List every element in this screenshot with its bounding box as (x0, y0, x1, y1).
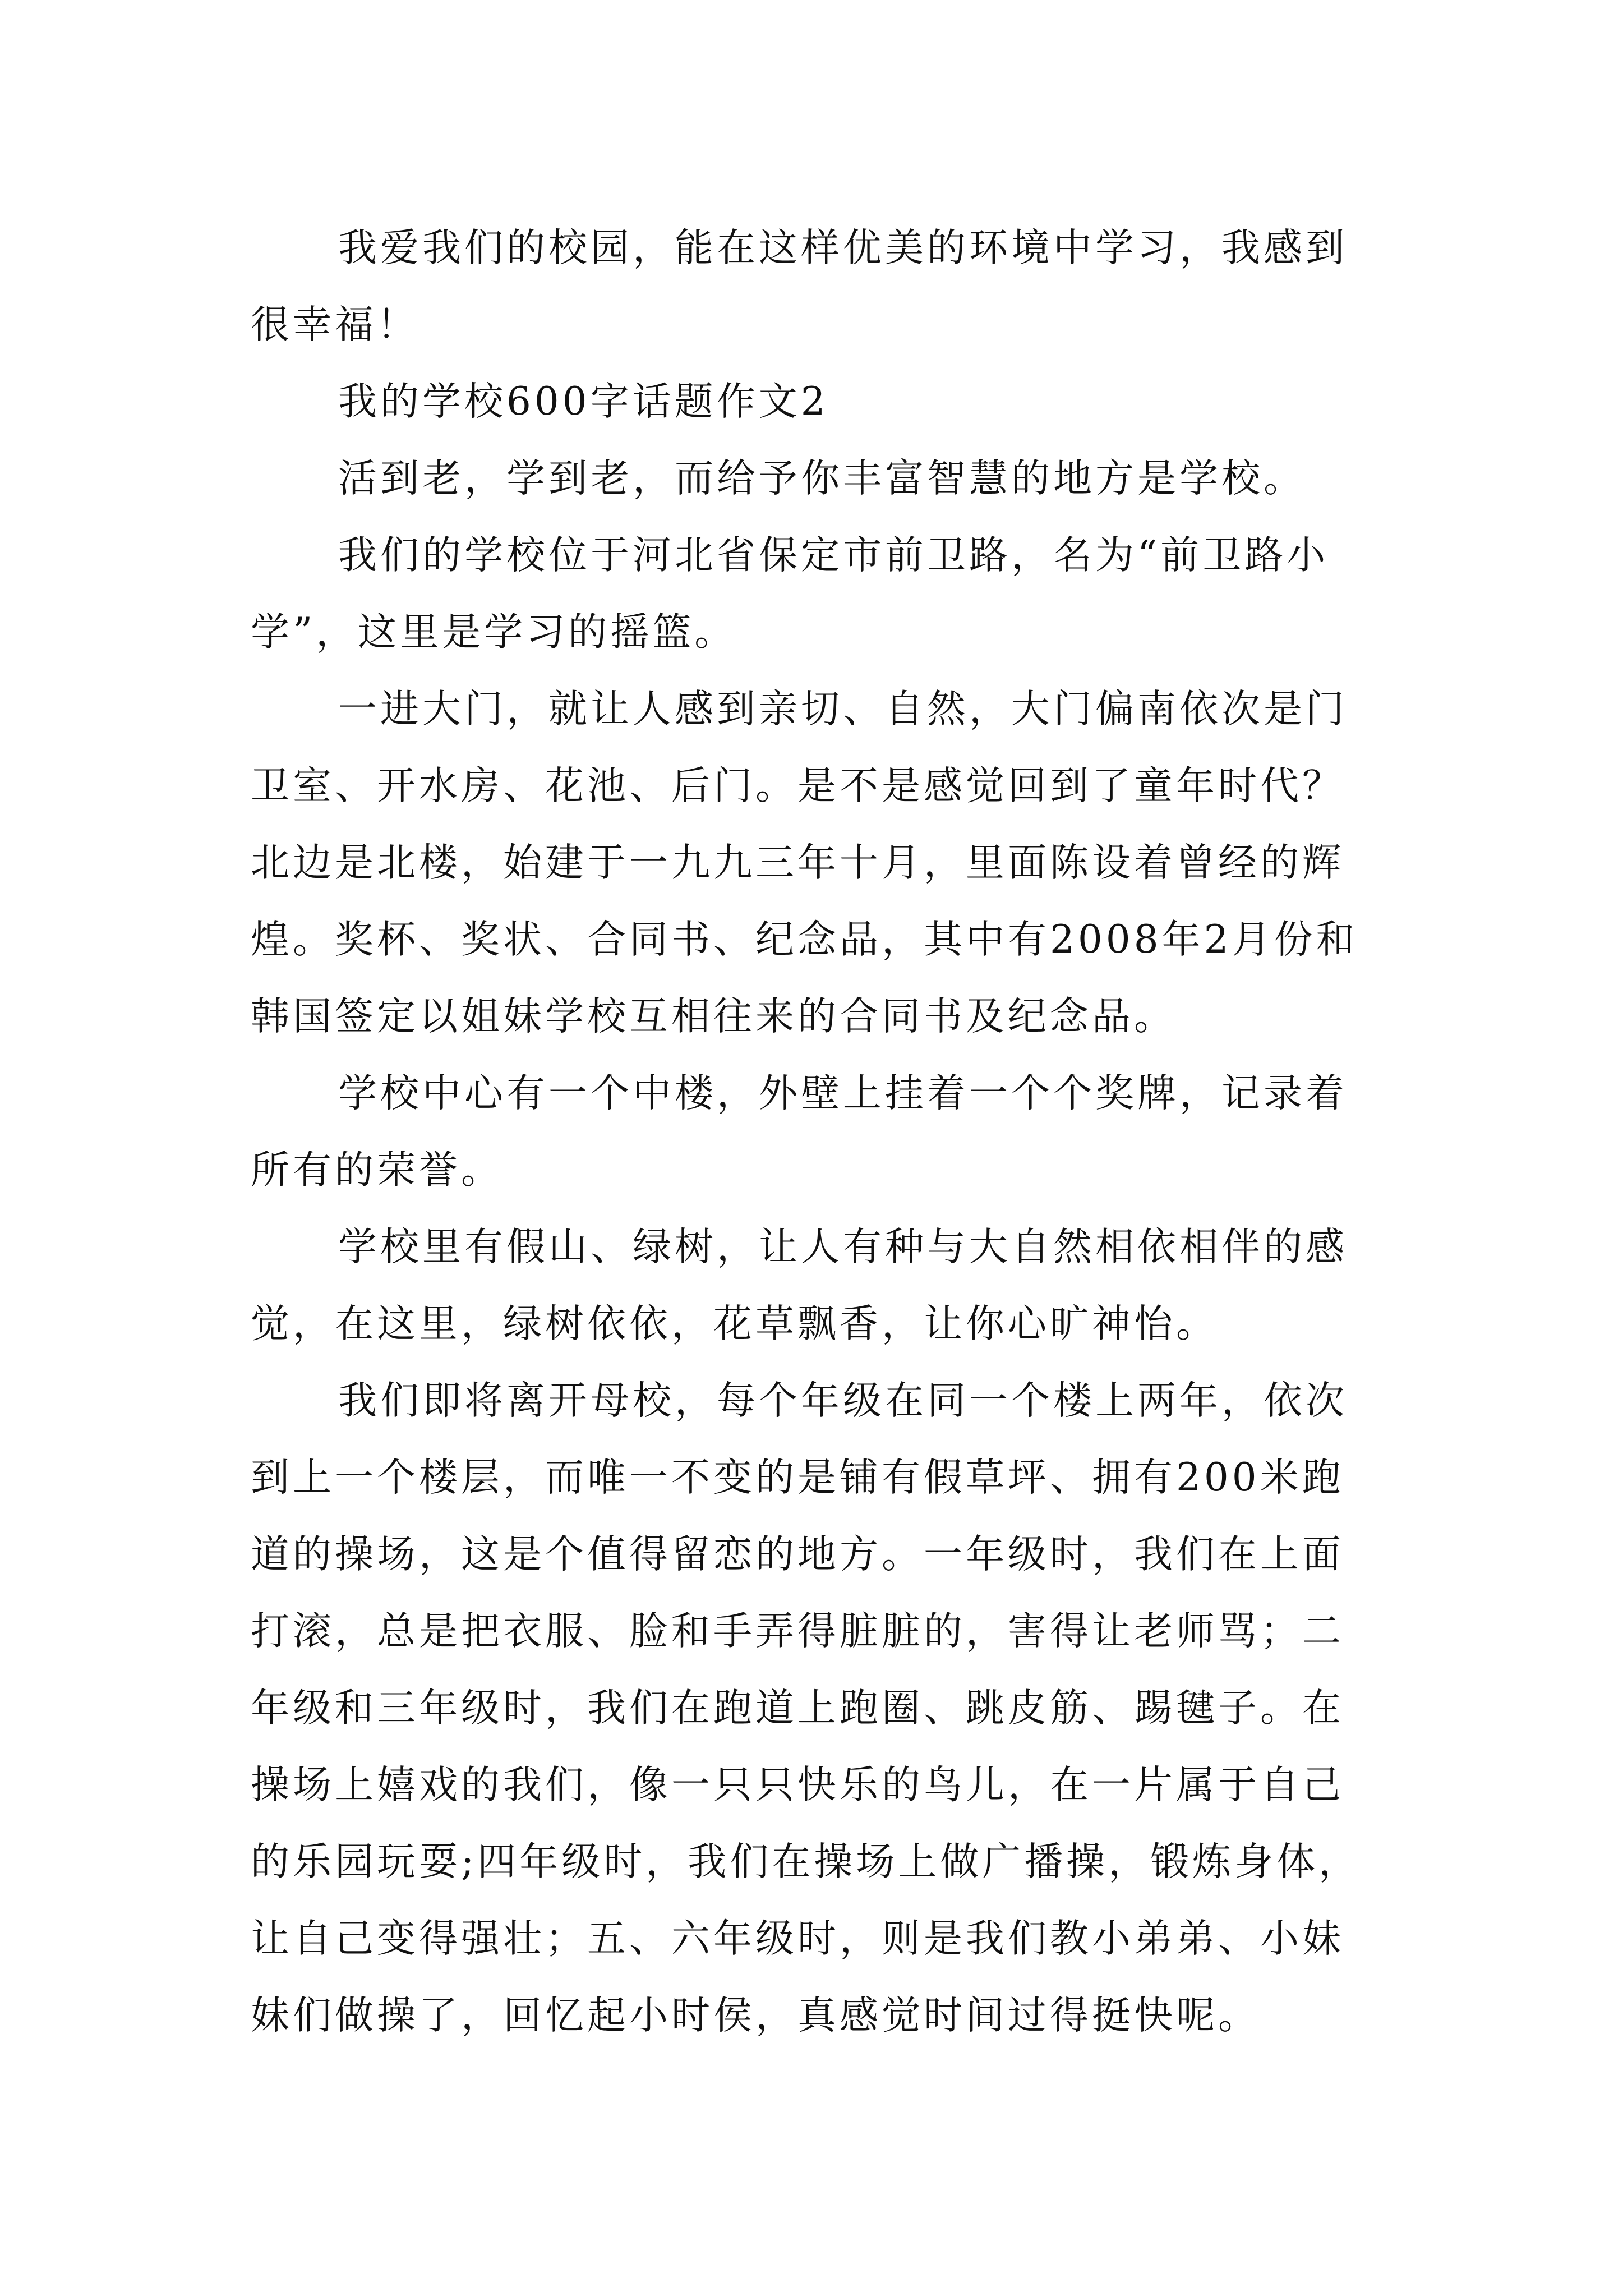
paragraph-entrance: 一进大门，就让人感到亲切、自然，大门偏南依次是门卫室、开水房、花池、后门。是不是感觉回到了童年时代？北边是北楼，始建于一九九三年十月，里面陈设着曾经的辉煌。奖杯、奖状、合同书、纪念品，其中有2008年2月份和韩国签定以姐妹学校互相往来的合同书及纪念品。 (251, 687, 1358, 1039)
paragraph-location: 我们的学校位于河北省保定市前卫路，名为“前卫路小学”，这里是学习的摇篮。 (251, 533, 1329, 655)
paragraph-garden: 学校里有假山、绿树，让人有种与大自然相依相伴的感觉，在这里，绿树依依，花草飘香，让你心旷神怡。 (251, 1225, 1348, 1346)
paragraph-intro: 活到老，学到老，而给予你丰富智慧的地方是学校。 (338, 456, 1306, 501)
paragraph-middle-building: 学校中心有一个中楼，外壁上挂着一个个奖牌，记录着所有的荣誉。 (251, 1071, 1348, 1193)
paragraph-closing-sentiment: 我爱我们的校园，能在这样优美的环境中学习，我感到很幸福！ (251, 226, 1348, 347)
essay-title: 我的学校600字话题作文2 (338, 379, 829, 424)
paragraph-playground: 我们即将离开母校，每个年级在同一个楼上两年，依次到上一个楼层，而唯一不变的是铺有假草坪、拥有200米跑道的操场，这是个值得留恋的地方。一年级时，我们在上面打滚，总是把衣服、脸和手弄得脏脏的，害得让老师骂；二年级和三年级时，我们在跑道上跑圈、跳皮筋、踢毽子。在操场上嬉戏的我们，像一只只快乐的鸟儿，在一片属于自己的乐园玩耍;四年级时，我们在操场上做广播操，锻炼身体，让自己变得强壮；五、六年级时，则是我们教小弟弟、小妹妹们做操了，回忆起小时侯，真感觉时间过得挺快呢。 (251, 1378, 1361, 2038)
document-body (251, 210, 1370, 2054)
